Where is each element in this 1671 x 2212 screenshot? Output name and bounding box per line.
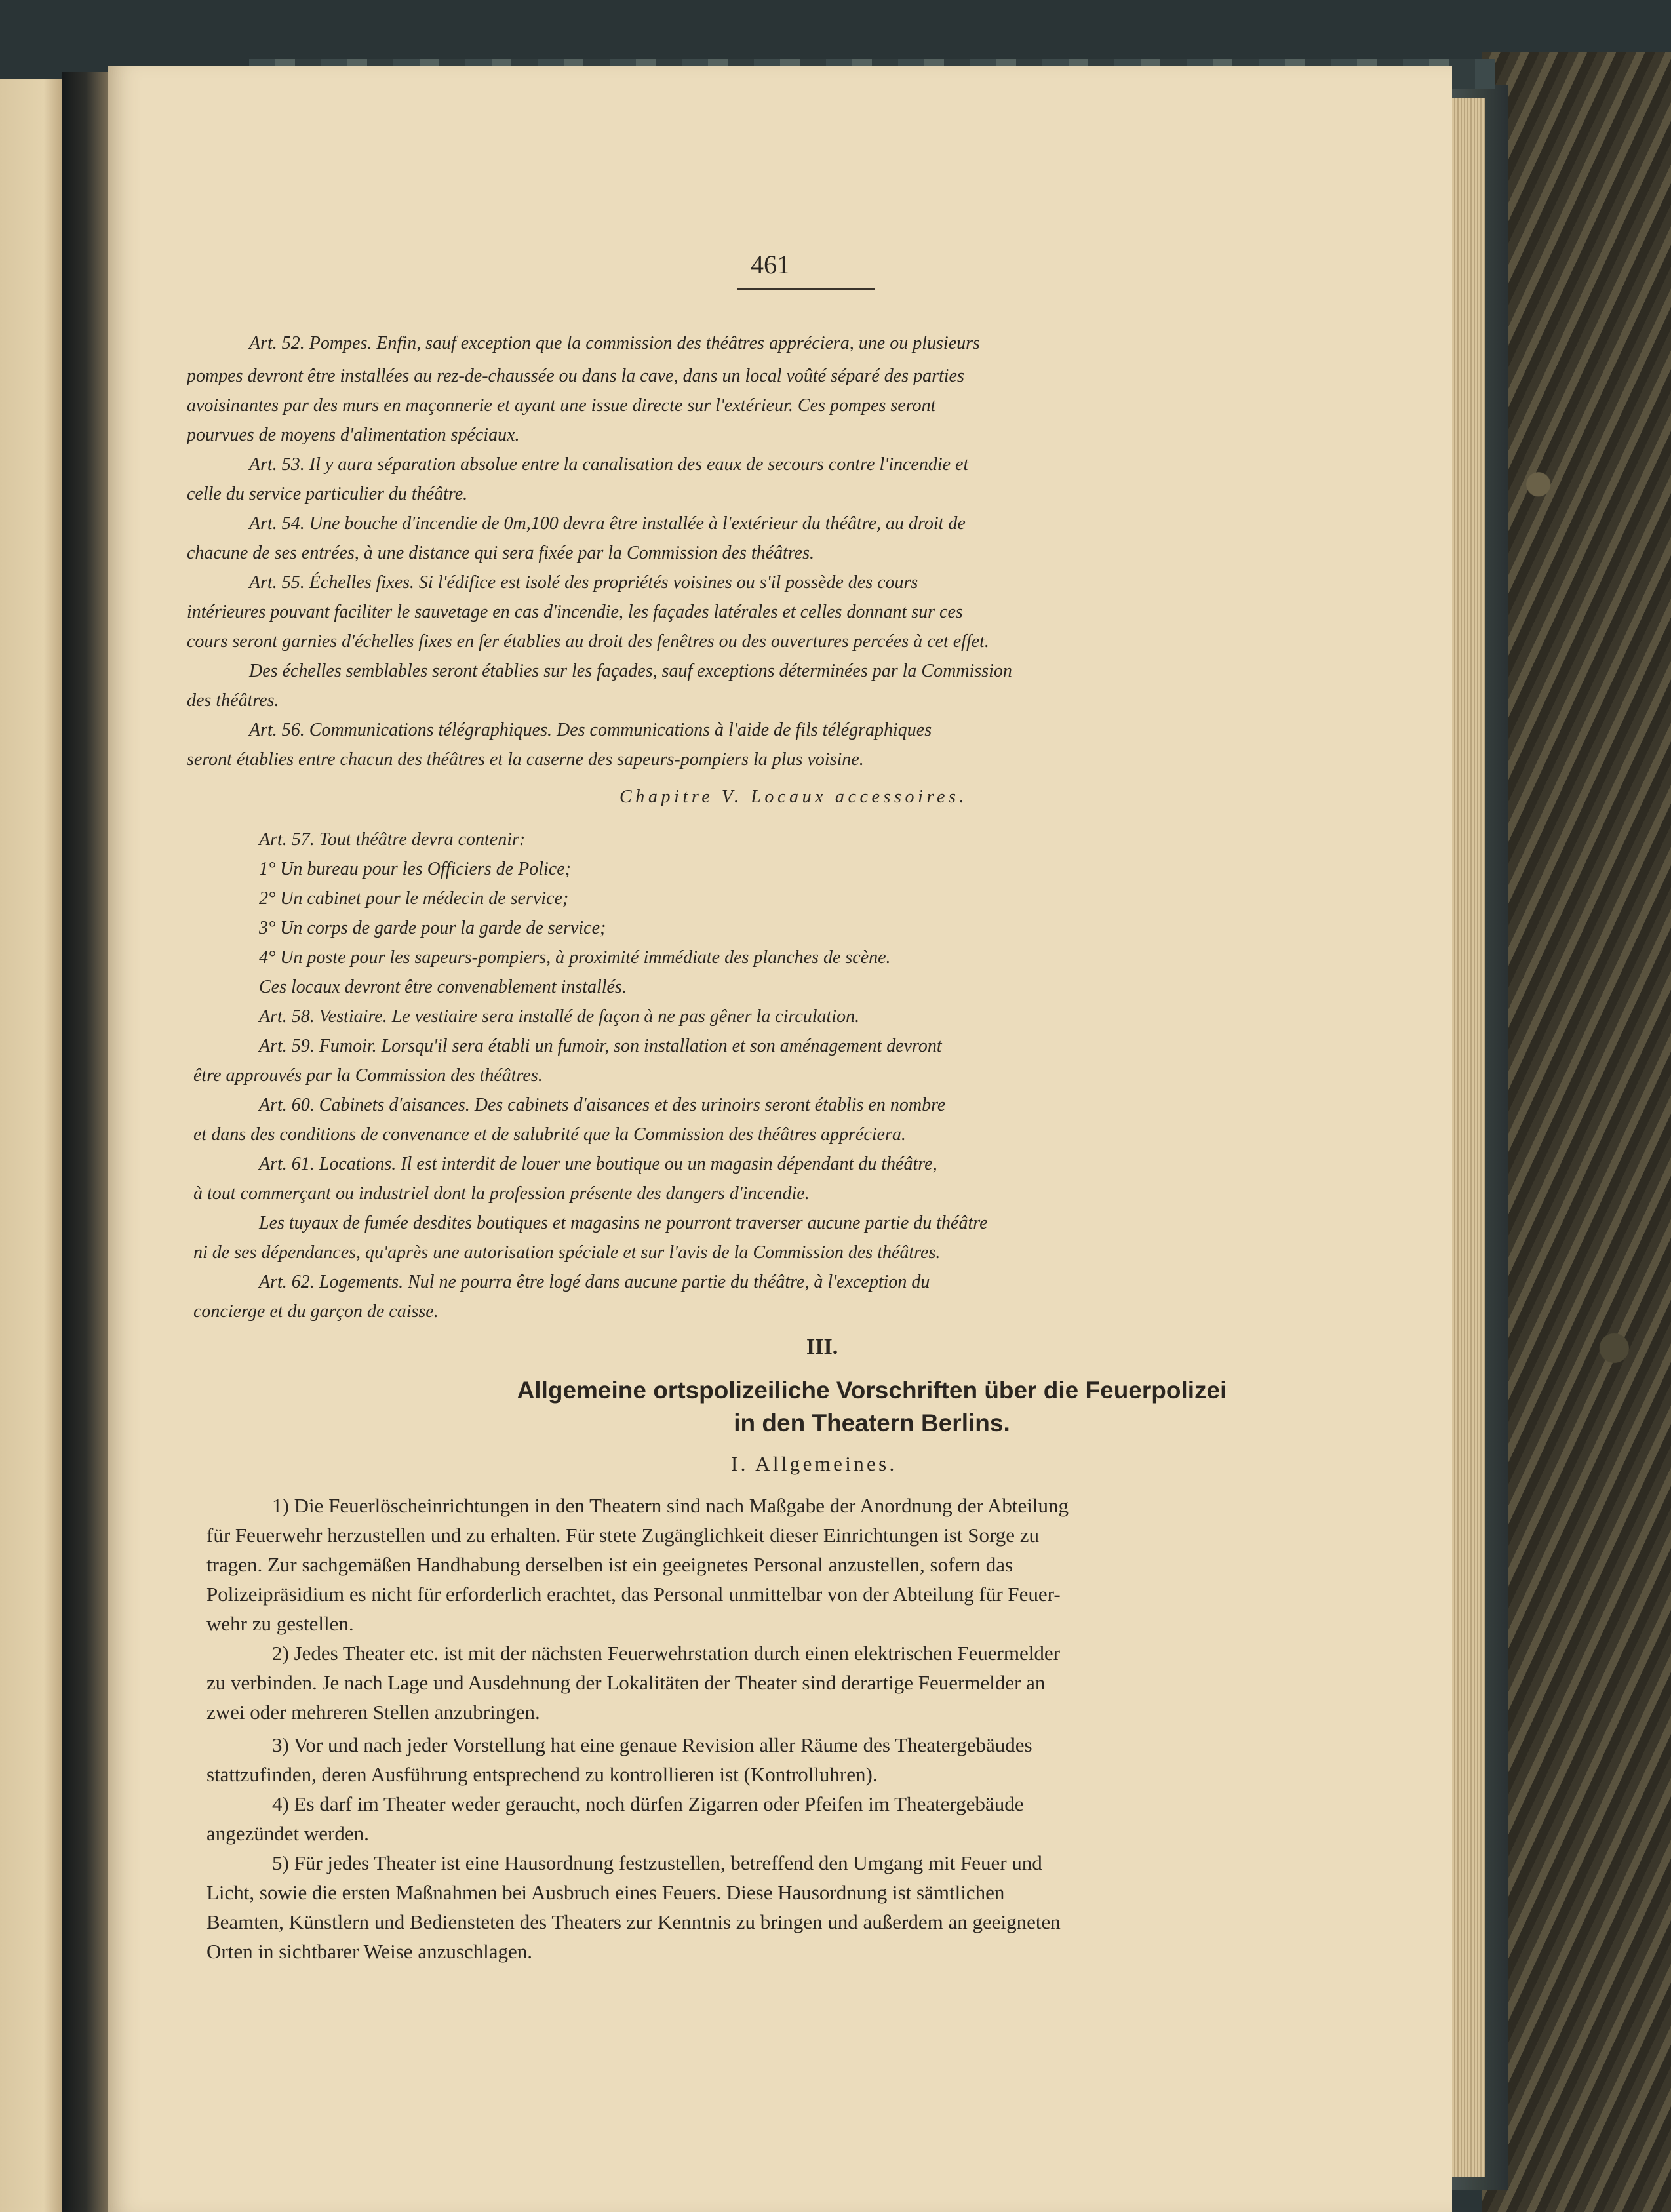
french-line: des théâtres. [187, 690, 279, 711]
french-line: Art. 60. Cabinets d'aisances. Des cabinets d'aisances et des urinoirs seront établis en nombre [259, 1095, 946, 1115]
french-line: 3° Un corps de garde pour la garde de service; [259, 918, 606, 938]
french-line: Art. 62. Logements. Nul ne pourra être logé dans aucune partie du théâtre, à l'exception du [259, 1272, 930, 1292]
german-line: 4) Es darf im Theater weder geraucht, noch dürfen Zigarren oder Pfeifen im Theatergebäude [272, 1792, 1024, 1815]
page-number: 461 [751, 250, 790, 279]
section-heading: in den Theatern Berlins. [734, 1410, 1010, 1436]
french-line: Art. 59. Fumoir. Lorsqu'il sera établi un fumoir, son installation et son aménagement devront [259, 1036, 942, 1056]
german-line: zu verbinden. Je nach Lage und Ausdehnung der Lokalitäten der Theater sind derartige Feuermelder an [206, 1671, 1046, 1694]
page-number-rule [737, 288, 875, 290]
section-heading: Allgemeine ortspolizeiliche Vorschriften über die Feuerpolizei [517, 1377, 1227, 1404]
french-line: Des échelles semblables seront établies sur les façades, sauf exceptions déterminées par la Commission [249, 661, 1012, 681]
french-line: celle du service particulier du théâtre. [187, 484, 468, 504]
german-line: Beamten, Künstlern und Bediensteten des Theaters zur Kenntnis zu bringen und außerdem an geeigneten [206, 1910, 1061, 1933]
german-line: stattzufinden, deren Ausführung entsprechend zu kontrollieren ist (Kontrolluhren). [206, 1763, 878, 1786]
french-line: pourvues de moyens d'alimentation spéciaux. [187, 425, 520, 445]
book-gutter [62, 72, 109, 2212]
french-line: pompes devront être installées au rez-de-chaussée ou dans la cave, dans un local voûté séparé des parties [187, 366, 964, 386]
french-line: avoisinantes par des murs en maçonnerie et ayant une issue directe sur l'extérieur. Ces pompes seront [187, 395, 936, 416]
book-page [108, 66, 1452, 2212]
german-line: 1) Die Feuerlöscheinrichtungen in den Theatern sind nach Maßgabe der Anordnung der Abteilung [272, 1494, 1069, 1517]
french-line: Art. 61. Locations. Il est interdit de louer une boutique ou un magasin dépendant du théâtre, [259, 1154, 937, 1174]
french-line: 4° Un poste pour les sapeurs-pompiers, à proximité immédiate des planches de scène. [259, 947, 891, 968]
german-line: 5) Für jedes Theater ist eine Hausordnung festzustellen, betreffend den Umgang mit Feuer und [272, 1851, 1042, 1874]
french-line: Art. 52. Pompes. Enfin, sauf exception que la commission des théâtres appréciera, une ou plusieurs [249, 333, 980, 353]
german-line: Polizeipräsidium es nicht für erforderlich erachtet, das Personal unmittelbar von der Abteilung für Feuer- [206, 1583, 1061, 1606]
section-numeral: III. [806, 1335, 838, 1359]
french-line: ni de ses dépendances, qu'après une autorisation spéciale et sur l'avis de la Commission des théâtres. [193, 1242, 941, 1263]
german-line: 2) Jedes Theater etc. ist mit der nächsten Feuerwehrstation durch einen elektrischen Feuermelder [272, 1642, 1060, 1665]
french-line: seront établies entre chacun des théâtres et la caserne des sapeurs-pompiers la plus voisine. [187, 749, 864, 770]
french-line: intérieures pouvant faciliter le sauvetage en cas d'incendie, les façades latérales et celles donnant sur ces [187, 602, 963, 622]
french-line: cours seront garnies d'échelles fixes en fer établies au droit des fenêtres ou des ouvertures percées à cet effet. [187, 631, 989, 652]
french-line: 1° Un bureau pour les Officiers de Police; [259, 859, 571, 879]
german-line: Orten in sichtbarer Weise anzuschlagen. [206, 1940, 533, 1963]
left-page-edge [0, 79, 62, 2212]
german-line: angezündet werden. [206, 1822, 369, 1845]
french-line: 2° Un cabinet pour le médecin de service; [259, 888, 569, 909]
french-line: chacune de ses entrées, à une distance qui sera fixée par la Commission des théâtres. [187, 543, 815, 563]
french-line: être approuvés par la Commission des théâtres. [193, 1065, 543, 1086]
french-line: Art. 53. Il y aura séparation absolue entre la canalisation des eaux de secours contre l'incendie et [249, 454, 969, 475]
french-line: Art. 58. Vestiaire. Le vestiaire sera installé de façon à ne pas gêner la circulation. [259, 1006, 860, 1027]
french-line: et dans des conditions de convenance et de salubrité que la Commission des théâtres appréciera. [193, 1124, 906, 1145]
french-line: à tout commerçant ou industriel dont la profession présente des dangers d'incendie. [193, 1183, 810, 1204]
marbled-endpaper [1482, 52, 1671, 2212]
french-line: Art. 54. Une bouche d'incendie de 0m,100 devra être installée à l'extérieur du théâtre, au droit de [249, 513, 966, 534]
german-line: zwei oder mehreren Stellen anzubringen. [206, 1701, 540, 1724]
german-line: Licht, sowie die ersten Maßnahmen bei Ausbruch eines Feuers. Diese Hausordnung ist sämtlichen [206, 1881, 1005, 1904]
chapter-title: Chapitre V. Locaux accessoires. [619, 787, 968, 807]
french-line: concierge et du garçon de caisse. [193, 1301, 439, 1322]
french-line: Les tuyaux de fumée desdites boutiques et magasins ne pourront traverser aucune partie du théâtre [259, 1213, 988, 1233]
german-line: 3) Vor und nach jeder Vorstellung hat eine genaue Revision aller Räume des Theatergebäudes [272, 1733, 1032, 1756]
french-line: Art. 55. Échelles fixes. Si l'édifice est isolé des propriétés voisines ou s'il possède des cours [249, 572, 918, 593]
french-line: Art. 56. Communications télégraphiques. Des communications à l'aide de fils télégraphiques [249, 720, 932, 740]
german-line: tragen. Zur sachgemäßen Handhabung derselben ist ein geeignetes Personal anzustellen, sofern das [206, 1553, 1013, 1576]
german-line: wehr zu gestellen. [206, 1612, 354, 1635]
german-line: für Feuerwehr herzustellen und zu erhalten. Für stete Zugänglichkeit dieser Einrichtungen ist Sorge zu [206, 1524, 1040, 1547]
subheading: I. Allgemeines. [731, 1452, 897, 1475]
french-line: Art. 57. Tout théâtre devra contenir: [259, 829, 526, 850]
french-line: Ces locaux devront être convenablement installés. [259, 977, 627, 997]
